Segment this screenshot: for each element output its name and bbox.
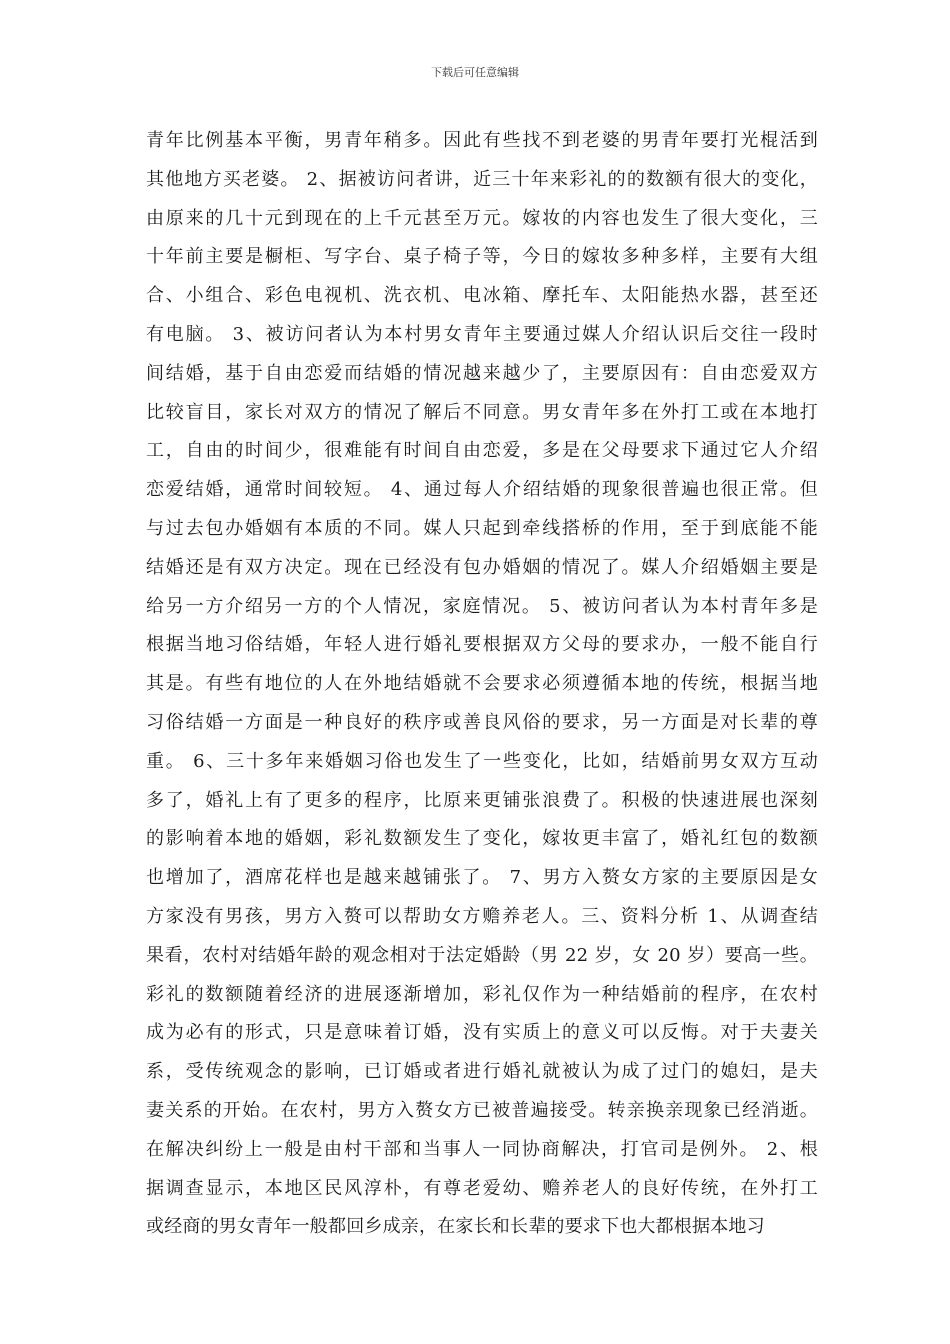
body-line: 其他地方买老婆。 2、据被访问者讲，近三十年来彩礼的的数额有很大的变化， <box>146 168 818 190</box>
body-line: 恋爱结婚，通常时间较短。 4、通过每人介绍结婚的现象很普遍也很正常。但 <box>146 479 818 501</box>
document-body <box>146 122 818 1247</box>
page-header: 下载后可任意编辑 <box>431 66 519 79</box>
body-line: 方家没有男孩，男方入赘可以帮助女方赡养老人。三、资料分析 1、从调查结 <box>146 905 818 927</box>
body-line: 给另一方介绍另一方的个人情况，家庭情况。 5、被访问者认为本村青年多是 <box>146 595 818 617</box>
body-line: 也增加了，酒席花样也是越来越铺张了。 7、男方入赘女方家的主要原因是女 <box>146 867 818 889</box>
body-line: 成为必有的形式，只是意味着订婚，没有实质上的意义可以反悔。对于夫妻关 <box>146 1022 818 1044</box>
body-line: 工，自由的时间少，很难能有时间自由恋爱，多是在父母要求下通过它人介绍 <box>146 440 818 462</box>
body-line: 由原来的几十元到现在的上千元甚至万元。嫁妆的内容也发生了很大变化，三 <box>146 207 818 229</box>
body-line: 系，受传统观念的影响，已订婚或者进行婚礼就被认为成了过门的媳妇，是夫 <box>146 1061 818 1083</box>
body-line: 合、小组合、彩色电视机、洗衣机、电冰箱、摩托车、太阳能热水器，甚至还 <box>146 285 818 307</box>
body-line: 的影响着本地的婚姻，彩礼数额发生了变化，嫁妆更丰富了，婚礼红包的数额 <box>146 828 818 850</box>
body-line: 重。 6、三十多年来婚姻习俗也发生了一些变化，比如，结婚前男女双方互动 <box>146 750 818 772</box>
body-line: 比较盲目，家长对双方的情况了解后不同意。男女青年多在外打工或在本地打 <box>146 401 818 423</box>
body-line: 间结婚，基于自由恋爱而结婚的情况越来越少了，主要原因有：自由恋爱双方 <box>146 362 818 384</box>
body-line: 据调查显示，本地区民风淳朴，有尊老爱幼、赡养老人的良好传统，在外打工 <box>146 1177 818 1199</box>
body-line: 彩礼的数额随着经济的进展逐渐增加，彩礼仅作为一种结婚前的程序，在农村 <box>146 983 818 1005</box>
body-line: 根据当地习俗结婚，年轻人进行婚礼要根据双方父母的要求办，一般不能自行 <box>146 634 818 656</box>
body-line: 其是。有些有地位的人在外地结婚就不会要求必须遵循本地的传统，根据当地 <box>146 673 818 695</box>
body-line: 习俗结婚一方面是一种良好的秩序或善良风俗的要求，另一方面是对长辈的尊 <box>146 711 818 733</box>
body-line: 果看，农村对结婚年龄的观念相对于法定婚龄（男 22 岁，女 20 岁）要高一些。 <box>146 944 818 966</box>
body-line: 十年前主要是橱柜、写字台、桌子椅子等，今日的嫁妆多种多样，主要有大组 <box>146 246 818 268</box>
body-line: 青年比例基本平衡，男青年稍多。因此有些找不到老婆的男青年要打光棍活到 <box>146 130 818 151</box>
body-line: 结婚还是有双方决定。现在已经没有包办婚姻的情况了。媒人介绍婚姻主要是 <box>146 556 818 578</box>
body-line: 与过去包办婚姻有本质的不同。媒人只起到牵线搭桥的作用，至于到底能不能 <box>146 517 818 539</box>
body-line: 有电脑。 3、被访问者认为本村男女青年主要通过媒人介绍认识后交往一段时 <box>146 323 818 345</box>
body-line: 多了，婚礼上有了更多的程序，比原来更铺张浪费了。积极的快速进展也深刻 <box>146 789 818 811</box>
body-line: 在解决纠纷上一般是由村干部和当事人一同协商解决，打官司是例外。 2、根 <box>146 1138 818 1160</box>
body-line: 或经商的男女青年一般都回乡成亲，在家长和长辈的要求下也大都根据本地习 <box>146 1216 765 1238</box>
body-line: 妻关系的开始。在农村，男方入赘女方已被普遍接受。转亲换亲现象已经消逝。 <box>146 1099 818 1121</box>
